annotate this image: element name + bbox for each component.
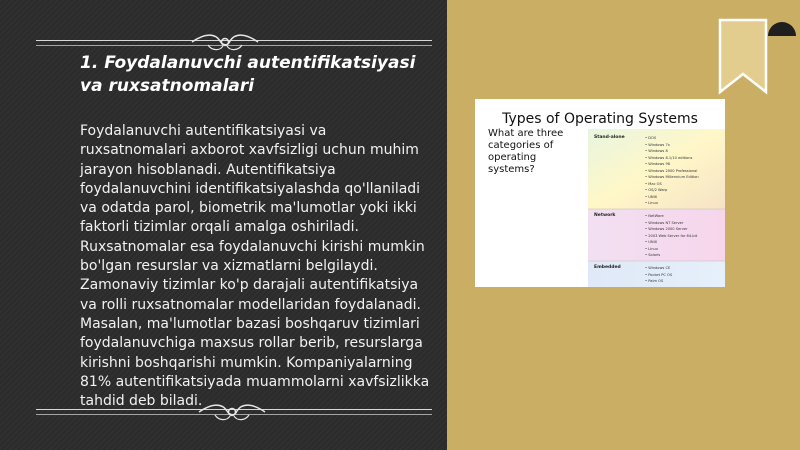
os-image-title: Types of Operating Systems xyxy=(502,111,698,127)
list-item: • Windows NT Server xyxy=(645,220,697,227)
category-label: Embedded xyxy=(594,265,621,270)
os-image-question: What are three categories of operating systems? xyxy=(488,128,564,175)
slide-title: 1. Foydalanuvchi autentifikatsiyasi va ruxsatnomalari xyxy=(80,53,416,96)
list-item: • OS/2 Warp xyxy=(645,187,699,194)
top-flourish-icon xyxy=(190,31,260,53)
category-items xyxy=(645,135,699,207)
list-item: • Pocket PC OS xyxy=(645,272,672,279)
list-item: • Windows Millennium Edition xyxy=(645,174,699,181)
list-item: • DOS xyxy=(645,135,699,142)
list-item: • Windows 2000 Server xyxy=(645,226,697,233)
list-item: • Linux xyxy=(645,246,697,253)
bottom-flourish-icon xyxy=(197,401,267,423)
category-label: Stand-alone xyxy=(594,135,625,140)
category-network xyxy=(588,213,725,263)
list-item: • UNIX xyxy=(645,194,699,201)
list-item: • Linux xyxy=(645,200,699,207)
list-item: • Mac OS xyxy=(645,181,699,188)
bookmark-ribbon-icon xyxy=(718,18,768,96)
list-item: • UNIX xyxy=(645,239,697,246)
list-item: • Palm OS xyxy=(645,278,672,285)
operating-systems-image xyxy=(475,99,725,287)
list-item: • Windows 7x xyxy=(645,142,699,149)
list-item: • Windows 2000 Professional xyxy=(645,168,699,175)
category-embedded xyxy=(588,265,725,287)
list-item: • Windows 8 xyxy=(645,148,699,155)
list-item: • Windows 98 xyxy=(645,161,699,168)
list-item: • 2003 Web Server for 64-bit xyxy=(645,233,697,240)
category-items xyxy=(645,265,672,285)
list-item: • Windows 8.1/10 editions xyxy=(645,155,699,162)
category-label: Network xyxy=(594,213,616,218)
list-item: • Solaris xyxy=(645,252,697,259)
category-standalone xyxy=(588,135,725,215)
category-items xyxy=(645,213,697,259)
list-item: • Windows CE xyxy=(645,265,672,272)
slide-body-text: Foydalanuvchi autentifikatsiyasi va ruxsatnomalari axborot xavfsizligi uchun muhim jarayon hisoblanadi. Autentifikatsiya foydalanuvchini identifikatsiyalashda qo'llaniladi va odatda parol, biometrik ma'lumotlar yoki ikki faktorli tizimlar orqali amalga oshiriladi. Ruxsatnomalar esa foydalanuvchi kirishi mumkin bo'lgan resurslar va xizmatlarni belgilaydi. Zamonaviy tizimlar ko'p darajali autentifikatsiya va rolli ruxsatnomalar modellaridan foydalanadi. Masalan, ma'lumotlar bazasi boshqaruv tizimlari foydalanuvchiga maxsus rollar berib, resurslarga kirishni boshqarishi mumkin. Kompaniyalarning 81% autentifikatsiyada muammolarni xavfsizlikka tahdid deb biladi. xyxy=(80,123,430,410)
circle-decoration-icon xyxy=(764,18,800,54)
list-item: • NetWare xyxy=(645,213,697,220)
